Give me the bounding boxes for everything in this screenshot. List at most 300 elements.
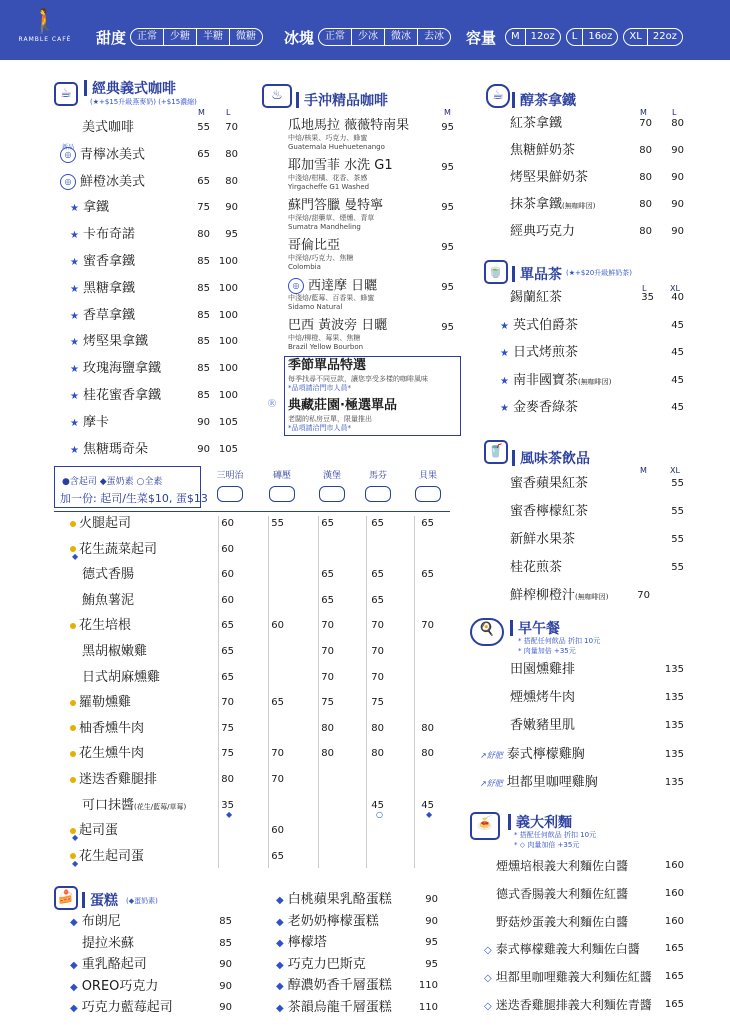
item-label: 摩卡	[82, 414, 109, 430]
item-label: 瓜地馬拉 薇薇特南果	[288, 118, 410, 133]
tealatte-title-text: 醇茶拿鐵	[520, 93, 576, 109]
menu-item-name	[70, 618, 131, 634]
item-label: 田園燻雞排	[510, 662, 576, 677]
cheese-dot-icon	[70, 700, 76, 706]
origin-desc: 中焙/柳橙、莓果、焦糖	[288, 334, 361, 342]
price-l: 100	[218, 336, 238, 348]
star-icon: ★	[70, 203, 79, 215]
menu-item-name	[82, 567, 134, 583]
size-cap	[566, 28, 619, 46]
item-label: 哥倫比亞	[288, 238, 341, 253]
menu-item-name	[480, 747, 585, 764]
sandwich-price: 65	[271, 850, 284, 862]
menu-item-name	[70, 957, 147, 974]
ice-opt: 正常	[319, 29, 352, 45]
sandwich-price: 80	[371, 748, 384, 760]
estate-title: 典藏莊園·極選單品	[288, 398, 397, 413]
menu-item-name	[510, 116, 562, 132]
price-m: 85	[197, 336, 210, 348]
sweetness-options	[96, 26, 263, 48]
origin-en: Brazil Yellow Bourbon	[288, 343, 364, 351]
cake-price: 90	[219, 1002, 232, 1013]
menu-item-name	[82, 593, 134, 609]
item-label: 起司蛋	[79, 823, 119, 839]
sandwich-price: 80	[321, 748, 334, 760]
diamond-icon: ◆	[70, 917, 78, 928]
menu-item-name	[276, 978, 392, 995]
pasta-icon: 🍝	[470, 812, 500, 840]
price: 135	[664, 692, 684, 704]
price: 135	[664, 664, 684, 675]
seasonal-title: 季節單品特選	[288, 358, 367, 373]
pasta-note-1: * 搭配任何飲品 折扣 10元	[514, 831, 597, 839]
menu-item-name	[70, 979, 158, 996]
menu-item-name	[510, 690, 575, 706]
sandwich-price: 65	[221, 671, 234, 683]
origin-desc: 中淺焙/柑橘、花香、茶感	[288, 174, 368, 182]
leaf-icon: Ⓡ	[268, 399, 276, 408]
item-label: 烤堅果拿鐵	[82, 334, 148, 350]
diamond-icon: ◆	[276, 938, 284, 949]
menu-item-name	[276, 1000, 392, 1017]
sandwich-price: 70	[371, 620, 384, 632]
size-value: 22oz	[652, 31, 677, 42]
title-bar	[296, 92, 299, 108]
veg-diamond-icon: ◆	[72, 833, 79, 843]
ice-opt: 少冰	[352, 29, 385, 45]
price-m: 80	[639, 199, 652, 210]
item-label: 日式烤煎茶	[512, 345, 578, 360]
sandwich-price: 80	[371, 722, 384, 734]
cheese-dot-icon	[70, 751, 76, 757]
ice-title: 冰塊	[284, 28, 315, 47]
sandwich-price: 55	[271, 518, 284, 529]
item-label: 拿鐵	[82, 200, 109, 216]
price-xl: 55	[671, 478, 684, 489]
origin-en: Sumatra Mandheling	[288, 223, 361, 231]
item-label: 巧克力藍莓起司	[81, 1000, 173, 1015]
size-label: XL	[624, 29, 647, 45]
menu-item-name	[82, 798, 186, 815]
star-icon: ★	[70, 417, 79, 429]
col-l: L	[226, 108, 231, 117]
seasonal-note: *品項請洽門市人員*	[288, 384, 351, 392]
pasta-note-2: * ◇ 肉量加倍 +35元	[514, 841, 580, 849]
cake-price: 95	[425, 937, 438, 948]
menu-item-name	[288, 158, 393, 174]
price-m: 85	[197, 309, 210, 321]
size-title: 容量	[466, 28, 497, 47]
origin-desc: 中深焙/甜藥草、煙燻、青草	[288, 214, 375, 222]
item-label: 蜜香拿鐵	[82, 254, 135, 269]
price-l: 90	[225, 202, 238, 214]
price-l: 100	[218, 256, 238, 267]
price: 165	[664, 943, 684, 955]
item-label: 蘇門答臘 曼特寧	[288, 198, 384, 213]
menu-item-name	[276, 914, 379, 931]
diamond-icon: ◆	[276, 1002, 284, 1014]
star-icon: ★	[70, 310, 79, 322]
menu-item-name	[60, 147, 145, 164]
menu-item-name	[480, 775, 598, 792]
menu-item-name	[500, 345, 578, 362]
item-label: 坦都里咖哩雞義大利麵佐紅醬	[495, 970, 652, 985]
col-divider	[268, 516, 269, 868]
menu-item-name	[276, 957, 366, 974]
sweet-opt: 少糖	[164, 29, 197, 45]
price-l: 80	[225, 175, 238, 187]
price-l: 105	[218, 443, 238, 455]
item-label: 茶韻烏龍千層蛋糕	[287, 999, 392, 1015]
cake-price: 85	[219, 916, 232, 927]
col-m: M	[640, 108, 647, 117]
kettle-icon: ♨	[262, 84, 292, 108]
item-label: 鮪魚薯泥	[82, 592, 135, 608]
menu-item-name	[70, 442, 148, 459]
title-bar	[82, 892, 85, 908]
singletea-title	[512, 264, 562, 284]
sandwich-price: 70	[321, 620, 334, 632]
price-m: 95	[441, 322, 454, 333]
menu-item-name	[510, 476, 588, 492]
price-l: 100	[218, 309, 238, 321]
item-label: 布朗尼	[81, 914, 121, 929]
item-label: 卡布奇諾	[82, 227, 135, 243]
size-options	[466, 26, 683, 48]
item-label: 黑糖拿鐵	[82, 280, 135, 296]
item-label: 南非國寶茶	[512, 372, 578, 388]
origin-en: Yirgacheffe G1 Washed	[288, 183, 370, 191]
sandwich-price: 75	[321, 697, 334, 709]
price-m: 85	[197, 282, 210, 294]
cake-price: 90	[219, 959, 232, 970]
espresso-note: (★+$15升級燕麥奶) (+$15濃縮)	[90, 98, 197, 106]
logo	[16, 6, 74, 54]
title-bar	[84, 80, 87, 96]
price: 160	[664, 860, 684, 871]
item-label: 蜜香蘋果紅茶	[510, 476, 589, 491]
cup-icon: ☕	[486, 84, 510, 108]
menu-item-name	[276, 935, 327, 952]
item-label: 醇濃奶香千層蛋糕	[287, 978, 392, 993]
menu-item-name	[510, 197, 595, 214]
menu-item-name	[70, 914, 121, 931]
origin-en: Colombia	[288, 263, 321, 271]
menu-item-name	[484, 941, 640, 959]
diamond-icon: ◆	[276, 981, 284, 992]
title-bar	[512, 450, 515, 466]
menu-item-name	[288, 318, 387, 334]
menu-item-name	[60, 174, 145, 191]
menu-item-name	[70, 308, 135, 325]
item-label: 泰式檸檬雞義大利麵佐白醬	[495, 942, 640, 957]
sweet-opt: 正常	[131, 29, 164, 45]
col-l: L	[672, 108, 677, 117]
orange-icon: ◎	[60, 174, 76, 190]
size-cap	[505, 28, 561, 46]
menu-item-name	[510, 170, 588, 186]
price-m: 85	[197, 363, 210, 375]
menu-item-name	[70, 542, 157, 558]
item-label: 經典巧克力	[510, 224, 576, 239]
sandwich-addon: 加一份: 起司/生菜$10, 蛋$13	[60, 492, 208, 505]
item-label: 泰式檸檬雞胸	[506, 746, 585, 762]
item-label: 羅勒燻雞	[79, 695, 132, 711]
menu-item-name	[496, 914, 628, 930]
menu-item-name	[82, 936, 134, 952]
price-m: 85	[197, 256, 210, 267]
title-bar	[510, 620, 513, 636]
header-bar	[0, 0, 730, 60]
item-label: 迷迭香雞腿排義大利麵佐青醬	[495, 998, 652, 1012]
sandwich-price: 60	[271, 825, 284, 837]
menu-item-name	[484, 997, 652, 1015]
cheese-dot-icon	[70, 777, 76, 783]
title-bar	[512, 92, 515, 108]
sweetness-title: 甜度	[96, 28, 127, 47]
col-m: M	[198, 108, 205, 117]
veg-diamond-icon: ◆	[226, 809, 233, 819]
menu-item-name	[82, 120, 134, 136]
pasta-title	[508, 812, 572, 832]
diamond-icon: ◆	[276, 895, 284, 906]
star-icon: ★	[70, 230, 79, 242]
sandwich-price: 60	[221, 569, 234, 581]
cake-price: 95	[425, 958, 438, 970]
cake-price: 90	[425, 894, 438, 905]
brunch-note-2: * 肉量加倍 +35元	[518, 647, 576, 655]
price-xl: 55	[671, 562, 684, 573]
item-label: 黑胡椒嫩雞	[82, 644, 148, 659]
menu-item-name	[288, 278, 377, 295]
item-label: 檸檬塔	[287, 935, 327, 950]
menu-item-name	[70, 849, 144, 865]
sandwich-price: 60	[271, 620, 284, 632]
menu-item-name	[70, 721, 144, 737]
item-label: 烤堅果鮮奶茶	[510, 170, 589, 185]
price-m: 90	[197, 416, 210, 428]
menu-item-name	[510, 718, 575, 734]
sandwich-price: 75	[371, 697, 384, 709]
vegan-circle-icon: ○	[376, 809, 383, 819]
sandwich-price: 65	[371, 569, 384, 581]
brunch-note-1: * 搭配任何飲品 折扣 10元	[518, 637, 601, 645]
sandwich-price: 65	[271, 697, 284, 709]
fruittea-title-text: 風味茶飲品	[520, 451, 590, 467]
star-icon: ★	[70, 257, 79, 268]
price-m: 95	[441, 282, 454, 293]
menu-item-name	[500, 373, 611, 390]
item-label: 鮮榨柳橙汁	[510, 588, 576, 603]
price-l: 100	[218, 390, 238, 401]
item-label: 花生起司蛋	[79, 848, 145, 864]
logo-text: RAMBLE CAFÉ	[18, 36, 72, 43]
sous-vide-badge: ↗舒肥	[480, 778, 503, 788]
sweet-opt: 半糖	[197, 29, 230, 45]
cheese-dot-icon	[70, 725, 76, 731]
menu-item-name	[510, 143, 575, 159]
item-label: 美式咖啡	[82, 120, 135, 135]
sandwich-rule	[54, 511, 450, 512]
menu-item-name	[70, 200, 109, 217]
bread-icon	[217, 486, 243, 502]
sandwich-price: 65	[321, 594, 334, 606]
sandwich-price: 45	[421, 799, 434, 811]
item-note: (無咖啡因)	[577, 377, 612, 386]
size-cap	[623, 28, 683, 46]
price-m: 75	[197, 202, 210, 214]
item-label: 日式胡麻燻雞	[82, 669, 161, 685]
price-l: 90	[671, 145, 684, 156]
title-bar	[508, 814, 511, 830]
sandwich-price: 70	[221, 697, 234, 709]
price-l: 80	[671, 118, 684, 129]
menu-item-name	[288, 238, 340, 254]
diamond-icon: ◇	[484, 973, 492, 985]
item-label: 耶加雪菲 水洗 G1	[288, 158, 393, 173]
size-value: 12oz	[530, 31, 555, 42]
col-xl: XL	[670, 466, 680, 475]
cake-price: 90	[219, 980, 232, 992]
sandwich-price: 80	[221, 774, 234, 785]
pourover-title	[296, 90, 388, 110]
item-label: 煙燻培根義大利麵佐白醬	[496, 859, 629, 873]
iced-drink-icon: 🥤	[484, 440, 508, 464]
menu-item-name	[510, 662, 575, 678]
cheese-dot-icon	[70, 623, 76, 629]
cake-price: 110	[418, 980, 438, 991]
star-icon: ★	[70, 337, 79, 349]
star-icon: ★	[70, 364, 79, 376]
diamond-icon: ◇	[484, 945, 492, 957]
origin-desc: 中深焙/巧克力、焦糖	[288, 254, 354, 262]
sandwich-legend: ●含起司 ◆蛋奶素 ○全素	[62, 477, 163, 487]
item-label: 焦糖瑪奇朵	[82, 441, 148, 457]
diamond-icon: ◆	[276, 916, 284, 928]
item-label: 焦糖鮮奶茶	[510, 143, 576, 158]
item-label: 老奶奶檸檬蛋糕	[287, 913, 379, 929]
price-l: 90	[671, 226, 684, 237]
price-m: 70	[639, 118, 652, 129]
item-label: 香草拿鐵	[82, 307, 135, 323]
pourover-title-text: 手沖精品咖啡	[304, 93, 388, 109]
sandwich-price: 65	[221, 620, 234, 632]
menu-item-name	[70, 516, 131, 532]
item-label: 柚香燻牛肉	[79, 720, 145, 736]
sandwich-price: 45	[371, 799, 384, 811]
star-icon: ★	[70, 391, 79, 402]
cake-icon: 🍰	[54, 886, 78, 910]
price-xl: 55	[671, 506, 684, 517]
sandwich-price: 80	[421, 748, 434, 760]
singletea-note: (★+$20升級鮮奶茶)	[566, 269, 632, 277]
sandwich-price: 60	[221, 518, 234, 529]
menu-item-name	[70, 695, 131, 711]
star-icon: ★	[500, 320, 509, 332]
price: 135	[664, 720, 684, 732]
item-label: 可口抹醬	[82, 797, 135, 813]
tealatte-title	[512, 90, 576, 110]
menu-item-name	[484, 969, 652, 987]
bread-icon	[269, 486, 295, 502]
runner-icon: 🚶	[30, 7, 60, 35]
menu-item-name	[496, 858, 628, 874]
menu-item-name	[496, 886, 628, 902]
menu-item-name	[510, 560, 562, 576]
sandwich-price: 70	[271, 774, 284, 785]
price-xl: 40	[671, 292, 684, 303]
brunch-title-text: 早午餐	[518, 621, 560, 637]
menu-item-name	[70, 281, 135, 298]
leaf-icon: ◎	[288, 278, 304, 294]
menu-item-name	[70, 772, 157, 788]
sandwich-price: 35	[221, 799, 234, 811]
item-label: 德式香腸義大利麵佐紅醬	[496, 886, 629, 901]
item-label: 英式伯爵茶	[512, 317, 578, 333]
item-label: 德式香腸	[82, 567, 135, 583]
menu-item-name	[510, 504, 588, 520]
sandwich-price: 65	[371, 594, 384, 606]
menu-item-name	[70, 361, 161, 378]
price: 135	[664, 748, 684, 760]
pasta-title-text: 義大利麵	[516, 815, 572, 831]
price-m: 80	[639, 145, 652, 156]
item-label: 花生燻牛肉	[79, 746, 145, 762]
price-xl: 55	[671, 534, 684, 545]
estate-desc: 老闆的私房豆單，限量推出	[288, 415, 372, 423]
price: 160	[664, 915, 684, 927]
price-m: 65	[197, 148, 210, 160]
sandwich-price: 70	[271, 748, 284, 760]
star-icon: ★	[70, 283, 79, 295]
diamond-icon: ◆	[276, 959, 284, 971]
sandwich-price: 65	[421, 569, 434, 581]
menu-item-name	[500, 400, 578, 417]
item-label: 坦都里咖哩雞胸	[506, 774, 598, 790]
seasonal-desc: 每季找尋不同豆款，讓您享受多樣的咖啡風味	[288, 375, 428, 383]
sandwich-price: 65	[321, 518, 334, 529]
menu-item-name	[70, 227, 135, 244]
price-l: 70	[225, 122, 238, 133]
price-m: 70	[637, 590, 650, 601]
menu-item-name	[82, 644, 147, 660]
item-label: 香嫩豬里肌	[510, 718, 576, 734]
ice-pill	[318, 28, 451, 46]
sandwich-price: 75	[221, 748, 234, 760]
espresso-machine-icon: ☕	[54, 82, 78, 106]
sandwich-price: 65	[321, 569, 334, 581]
sandwich-col-label: 貝果	[418, 471, 437, 481]
price: 165	[664, 971, 684, 983]
price-m: 95	[441, 242, 454, 253]
size-label: L	[567, 29, 584, 45]
col-xl: XL	[670, 284, 680, 293]
origin-desc: 中焙/核果、巧克力、蜂蜜	[288, 134, 368, 142]
bread-icon	[415, 486, 441, 502]
title-bar	[512, 266, 515, 282]
diamond-icon: ◆	[70, 981, 78, 993]
price-l: 90	[671, 199, 684, 210]
item-note: (花生/藍莓/草莓)	[134, 802, 187, 811]
item-label: 花生培根	[79, 618, 132, 634]
star-icon: ★	[500, 375, 509, 387]
item-label: 紅茶拿鐵	[510, 116, 563, 131]
price-xl: 45	[671, 374, 684, 386]
brunch-title	[510, 618, 560, 638]
item-label: 巧克力巴斯克	[287, 956, 366, 972]
veg-diamond-icon: ◆	[426, 809, 433, 819]
item-label: 青檸冰美式	[80, 147, 146, 163]
